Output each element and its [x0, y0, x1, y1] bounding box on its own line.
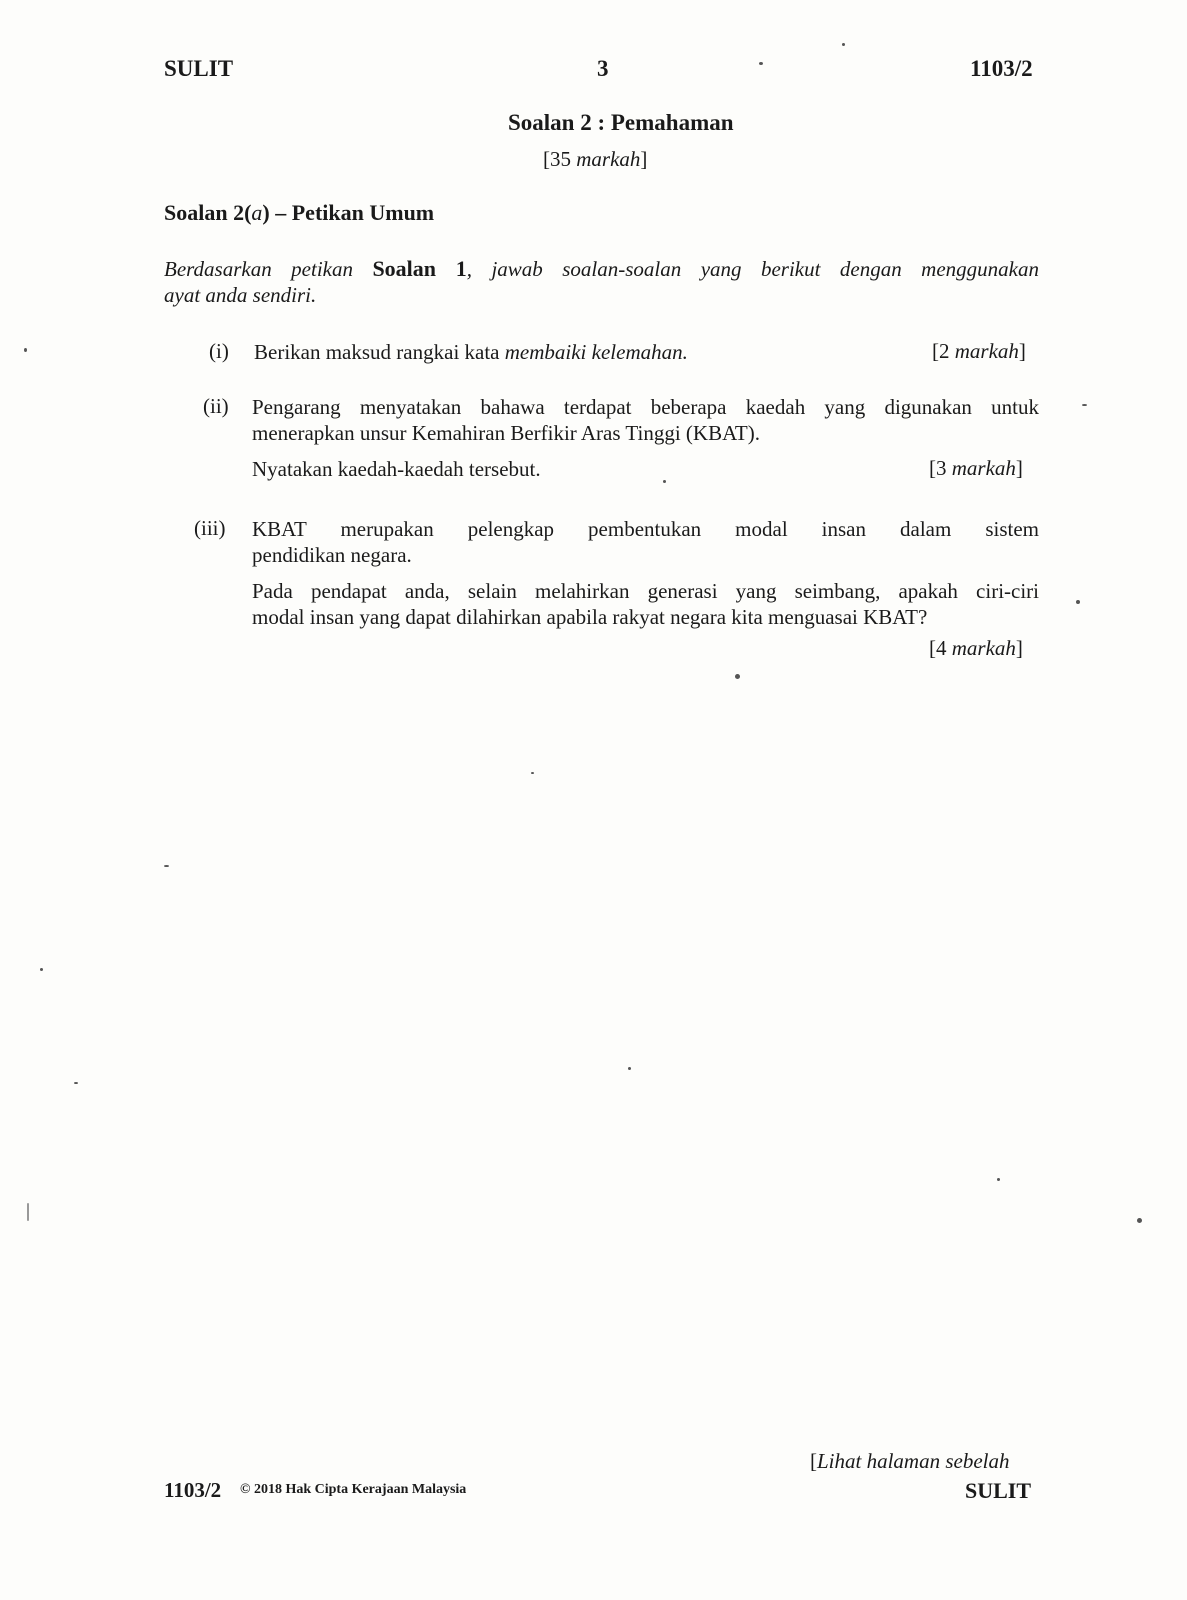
header-classification: SULIT: [164, 56, 234, 81]
scan-speck: [27, 1203, 29, 1221]
question-marks-i: [2 markah]: [932, 339, 1026, 363]
section-title: Soalan 2 : Pemahaman: [508, 110, 734, 135]
scan-speck: [1076, 600, 1080, 604]
scan-speck: [74, 1082, 78, 1084]
subsection-title: Soalan 2(a) – Petikan Umum: [164, 200, 435, 225]
instruction-line-2: ayat anda sendiri.: [164, 283, 317, 307]
question-text-ii-line-1: Pengarang menyatakan bahawa terdapat beberapa kaedah yang digunakan untuk: [252, 395, 1039, 419]
question-text-ii-line-2: menerapkan unsur Kemahiran Berfikir Aras Tinggi (KBAT).: [252, 421, 760, 445]
question-text-iii-line-4: modal insan yang dapat dilahirkan apabila rakyat negara kita menguasai KBAT?: [252, 605, 928, 629]
page-number: 3: [597, 56, 609, 81]
scan-speck: [842, 43, 845, 46]
footer-code: 1103/2: [164, 1478, 222, 1502]
scan-speck: [24, 348, 27, 352]
question-text-i: Berikan maksud rangkai kata membaiki kelemahan.: [254, 340, 688, 364]
scan-speck: [997, 1178, 1000, 1181]
paper-code: 1103/2: [970, 56, 1033, 81]
instruction-line-1: Berdasarkan petikan Soalan 1, jawab soalan-soalan yang berikut dengan menggunakan: [164, 256, 1039, 281]
question-number-ii: (ii): [203, 394, 229, 418]
question-text-iii-line-1: KBAT merupakan pelengkap pembentukan modal insan dalam sistem: [252, 517, 1039, 541]
question-marks-ii: [3 markah]: [929, 456, 1023, 480]
question-marks-iii: [4 markah]: [929, 636, 1023, 660]
question-text-ii-line-3: Nyatakan kaedah-kaedah tersebut.: [252, 457, 541, 481]
question-number-i: (i): [209, 339, 229, 363]
scan-speck: [663, 480, 666, 483]
scan-speck: [1137, 1218, 1142, 1223]
footer-classification: SULIT: [965, 1478, 1032, 1503]
scan-speck: [164, 865, 169, 867]
scan-speck: [531, 772, 534, 774]
scan-speck: [40, 968, 43, 971]
question-number-iii: (iii): [194, 516, 226, 540]
footer-copyright: © 2018 Hak Cipta Kerajaan Malaysia: [240, 1482, 467, 1497]
question-text-iii-line-2: pendidikan negara.: [252, 543, 412, 567]
scan-speck: [628, 1067, 631, 1070]
question-text-iii-line-3: Pada pendapat anda, selain melahirkan generasi yang seimbang, apakah ciri-ciri: [252, 579, 1039, 603]
scan-speck: [735, 674, 740, 679]
section-marks: [35 markah]: [543, 147, 648, 171]
scan-speck: [759, 62, 763, 65]
scan-speck: [1082, 404, 1087, 406]
footer-next-page: [Lihat halaman sebelah: [810, 1449, 1010, 1473]
